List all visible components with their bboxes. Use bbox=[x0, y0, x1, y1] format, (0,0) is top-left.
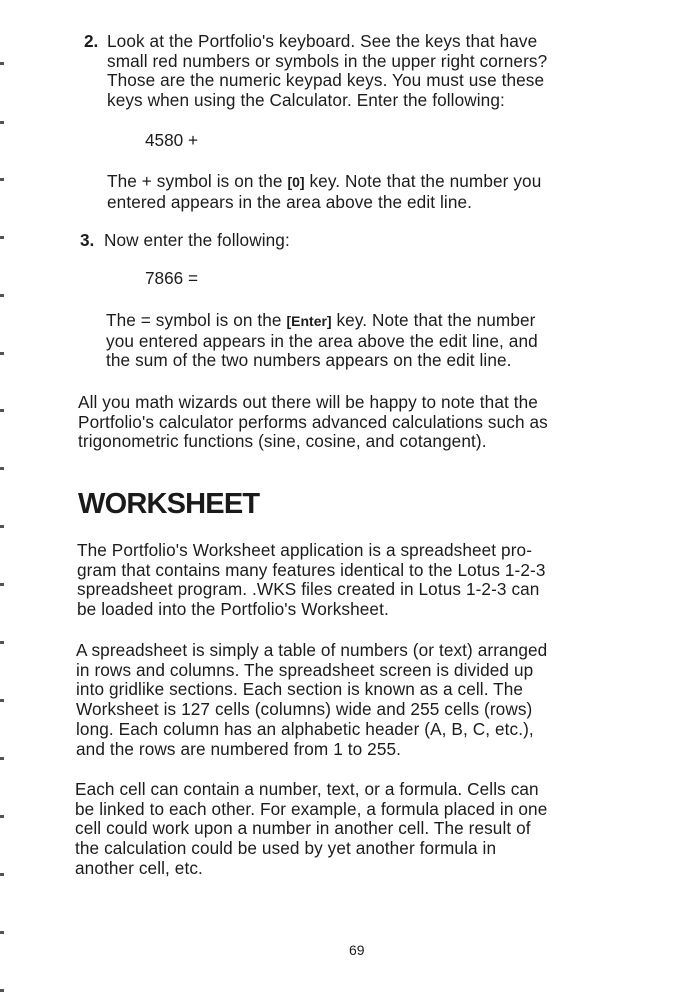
text-line: Worksheet is 127 cells (columns) wide and 255 cells (rows) bbox=[76, 699, 533, 720]
step-3-instructions bbox=[104, 231, 290, 251]
text-line: long. Each column has an alphabetic header (A, B, C, etc.), bbox=[76, 718, 534, 739]
math-paragraph bbox=[78, 393, 548, 452]
text-line: in rows and columns. The spreadsheet screen is divided up bbox=[76, 659, 534, 680]
scan-edge-mark bbox=[0, 178, 4, 181]
text-run: key. Note that the number you bbox=[304, 171, 542, 191]
text-line: small red numbers or symbols in the upper right corners? bbox=[107, 50, 548, 71]
text-line: gram that contains many features identical to the Lotus 1-2-3 bbox=[77, 559, 546, 580]
step-3-note bbox=[106, 311, 538, 371]
scan-edge-mark bbox=[0, 294, 4, 297]
worksheet-paragraph-1 bbox=[77, 541, 546, 620]
text-line: trigonometric functions (sine, cosine, and cotangent). bbox=[78, 431, 487, 452]
key-label: [0] bbox=[287, 174, 305, 190]
scan-edge-mark bbox=[0, 641, 4, 644]
text-line: entered appears in the area above the edit line. bbox=[107, 191, 473, 212]
section-heading: WORKSHEET bbox=[78, 488, 260, 520]
calculator-entry: 4580 + bbox=[145, 130, 199, 150]
step-2-note bbox=[107, 172, 541, 212]
text-line: be loaded into the Portfolio's Worksheet. bbox=[77, 599, 389, 620]
text-run: The = symbol is on the bbox=[106, 310, 287, 330]
page-number: 69 bbox=[349, 942, 365, 958]
scan-edge-mark bbox=[0, 121, 4, 124]
step-number: 3. bbox=[80, 230, 95, 250]
calculator-entry: 7866 = bbox=[145, 268, 199, 288]
text-line: the sum of the two numbers appears on the edit line. bbox=[106, 350, 512, 371]
text-run: key. Note that the number bbox=[331, 310, 536, 330]
text-line bbox=[106, 311, 538, 332]
scan-edge-mark bbox=[0, 467, 4, 470]
text-line: into gridlike sections. Each section is known as a cell. The bbox=[76, 679, 524, 700]
scan-edge-mark bbox=[0, 873, 4, 876]
text-line: Those are the numeric keypad keys. You must use these bbox=[107, 70, 545, 91]
scan-edge-mark bbox=[0, 583, 4, 586]
scan-edge-mark bbox=[0, 409, 4, 412]
scan-edge-mark bbox=[0, 699, 4, 702]
scan-edge-mark bbox=[0, 352, 4, 355]
scan-edge-mark bbox=[0, 815, 4, 818]
text-run: The + symbol is on the bbox=[107, 171, 288, 191]
scan-edge-mark bbox=[0, 757, 4, 760]
scan-edge-mark bbox=[0, 525, 4, 528]
text-line: and the rows are numbered from 1 to 255. bbox=[76, 738, 402, 759]
text-line: the calculation could be used by yet another formula in bbox=[75, 838, 497, 859]
scan-edge-mark bbox=[0, 989, 4, 992]
text-line: All you math wizards out there will be happy to note that the bbox=[78, 392, 538, 412]
scan-edge-mark bbox=[0, 236, 4, 239]
text-line: you entered appears in the area above the edit line, and bbox=[106, 330, 538, 351]
text-line: be linked to each other. For example, a formula placed in one bbox=[75, 798, 548, 819]
key-label: [Enter] bbox=[286, 313, 332, 329]
step-number: 2. bbox=[84, 31, 99, 51]
text-line: Each cell can contain a number, text, or a formula. Cells can bbox=[75, 779, 539, 799]
text-line: Portfolio's calculator performs advanced calculations such as bbox=[78, 411, 548, 432]
text-line: cell could work upon a number in another cell. The result of bbox=[75, 818, 531, 839]
scan-edge-mark bbox=[0, 931, 4, 934]
text-line: A spreadsheet is simply a table of numbers (or text) arranged bbox=[76, 640, 548, 660]
step-2-instructions bbox=[107, 32, 547, 111]
text-line: Now enter the following: bbox=[104, 230, 290, 250]
text-line: Look at the Portfolio's keyboard. See the keys that have bbox=[107, 31, 538, 51]
text-line: another cell, etc. bbox=[75, 857, 203, 878]
text-line bbox=[107, 172, 541, 193]
text-line: keys when using the Calculator. Enter the following: bbox=[107, 90, 505, 111]
worksheet-paragraph-2 bbox=[76, 641, 547, 759]
scan-edge-mark bbox=[0, 62, 4, 65]
worksheet-paragraph-3 bbox=[75, 780, 547, 879]
text-line: spreadsheet program. .WKS files created in Lotus 1-2-3 can bbox=[77, 579, 540, 600]
text-line: The Portfolio's Worksheet application is a spreadsheet pro- bbox=[77, 540, 533, 560]
